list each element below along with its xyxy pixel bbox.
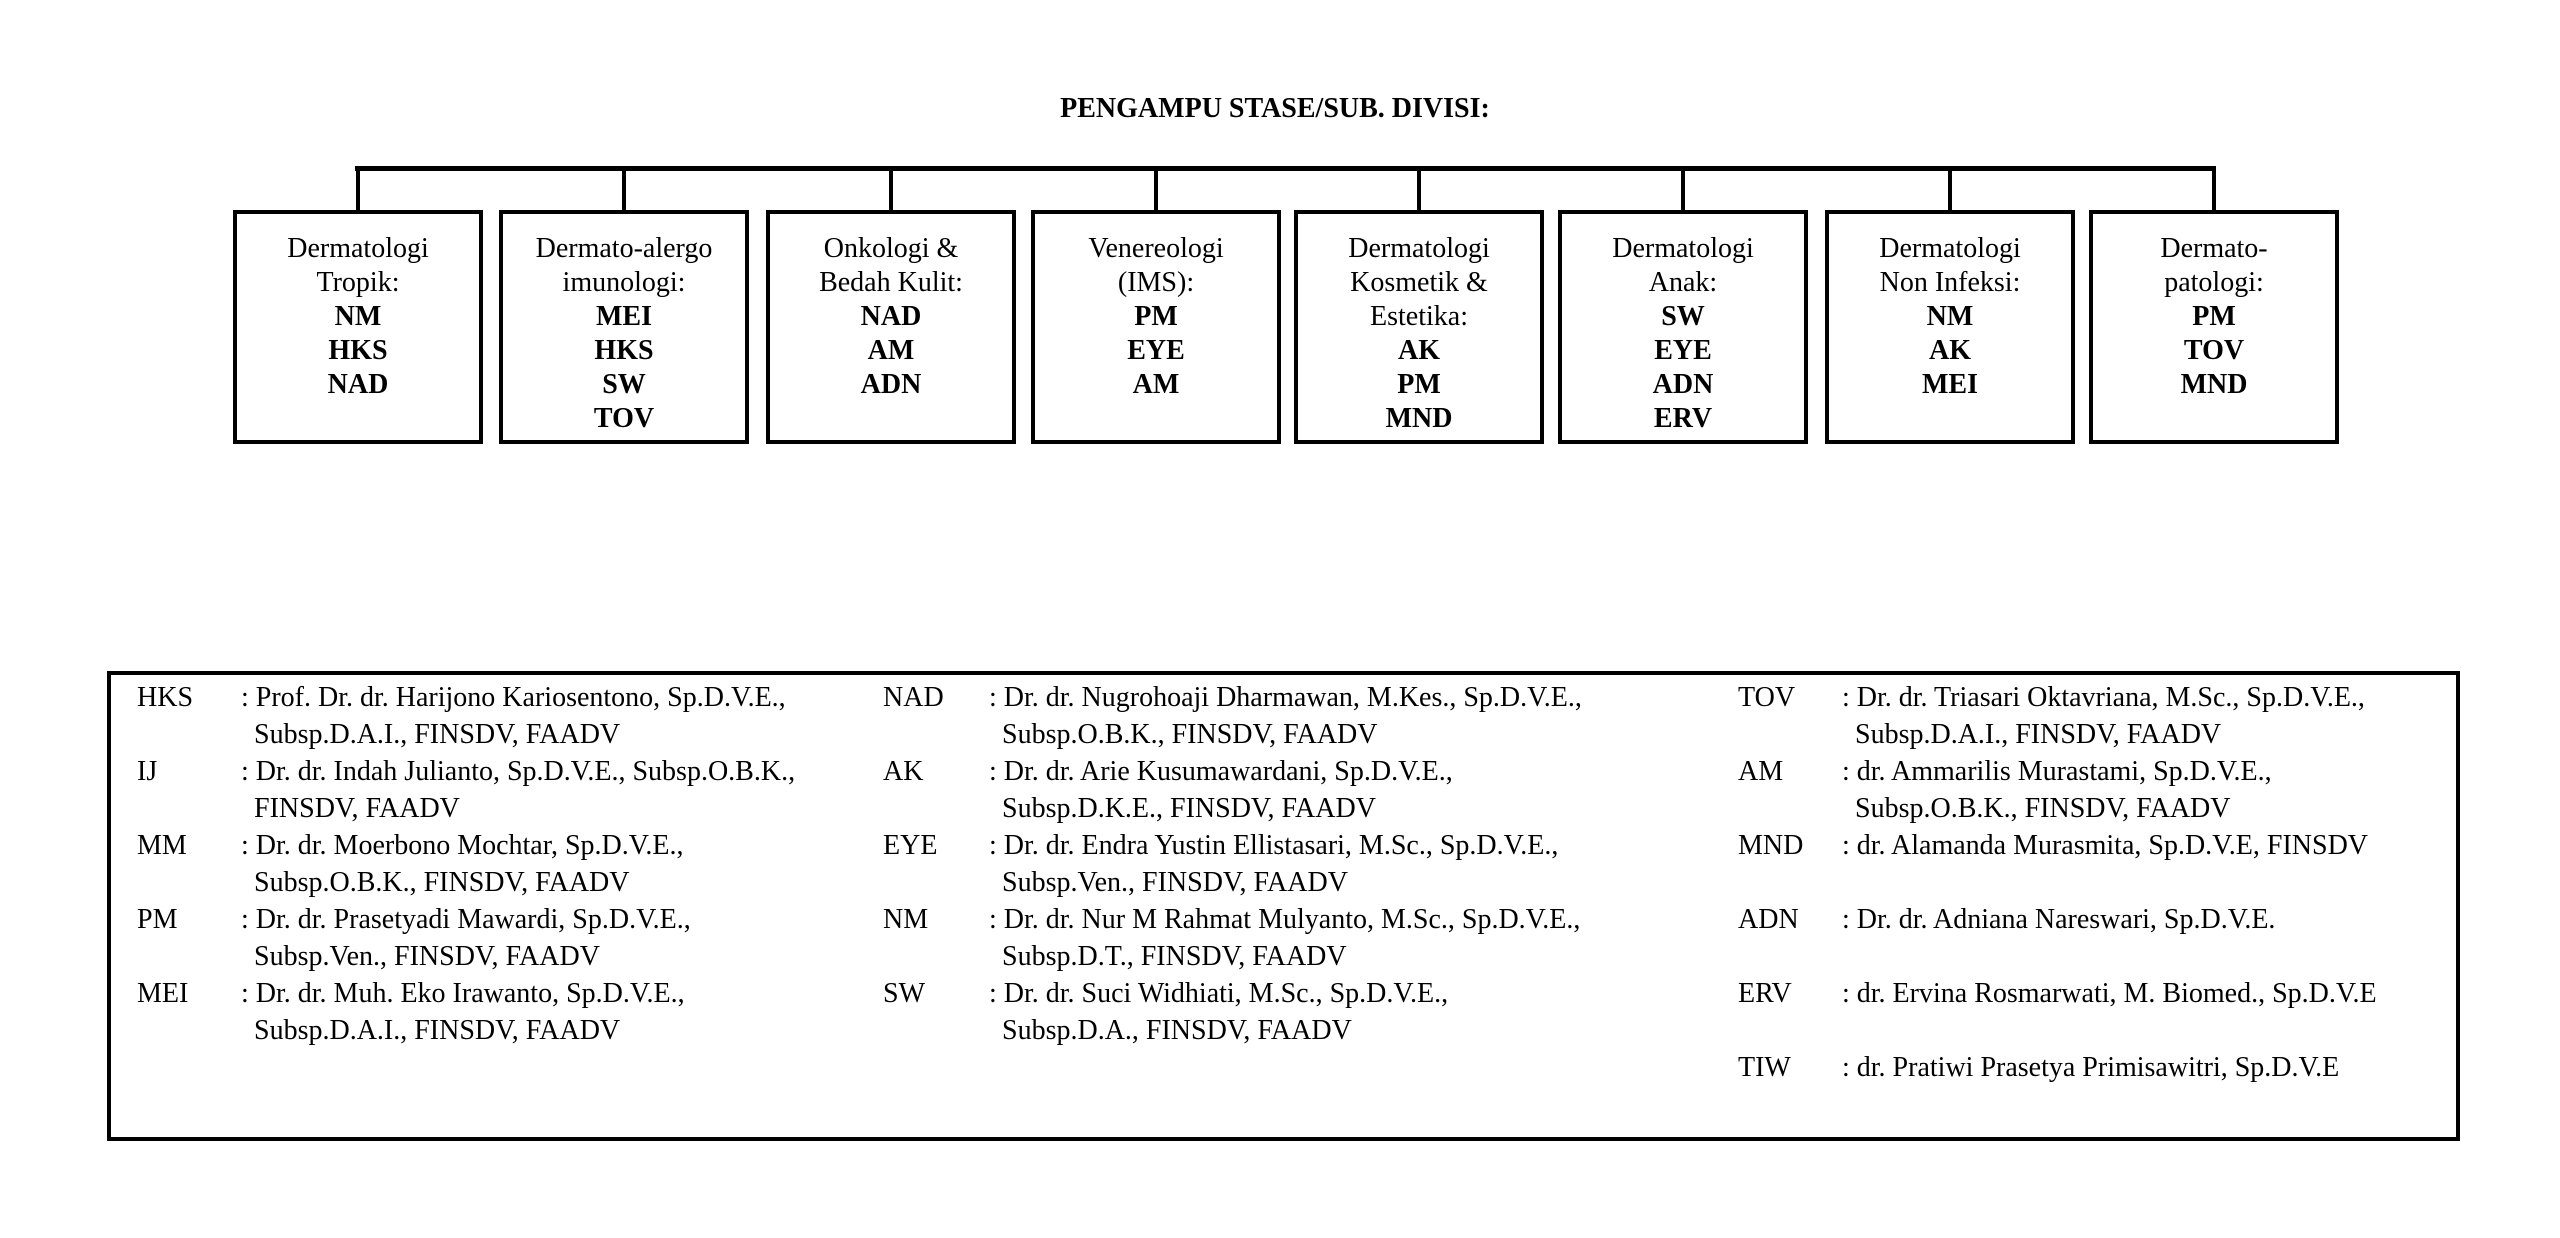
- legend-name-line-2: Subsp.D.A.I., FINSDV, FAADV: [1855, 719, 2222, 750]
- supervisor-code: AM: [867, 335, 915, 366]
- legend-abbreviation: EYE: [883, 830, 938, 861]
- division-name-line: Kosmetik &: [1350, 267, 1488, 298]
- division-box: [1558, 210, 1808, 444]
- division-name-line: Bedah Kulit:: [819, 267, 963, 298]
- supervisor-code: SW: [602, 369, 646, 400]
- division-name-line: imunologi:: [562, 267, 686, 298]
- legend-full-name: [241, 679, 786, 753]
- org-chart-connector-vertical: [2212, 166, 2216, 213]
- org-chart-connector-horizontal: [355, 166, 2212, 171]
- division-box: [1031, 210, 1281, 444]
- legend-name-line-2: Subsp.Ven., FINSDV, FAADV: [254, 941, 600, 972]
- legend-full-name: [989, 827, 1558, 901]
- legend-name-line-2: Subsp.O.B.K., FINSDV, FAADV: [1855, 793, 2231, 824]
- supervisor-code: NM: [334, 301, 382, 332]
- legend-name-line-2: FINSDV, FAADV: [254, 793, 460, 824]
- org-chart-connector-vertical: [889, 166, 893, 213]
- division-name-line: (IMS):: [1117, 267, 1195, 298]
- supervisor-code: ADN: [1652, 369, 1714, 400]
- supervisor-code: ADN: [860, 369, 922, 400]
- division-name-line: patologi:: [2164, 267, 2264, 298]
- legend-abbreviation: TOV: [1738, 682, 1796, 713]
- legend-abbreviation: HKS: [137, 682, 194, 713]
- legend-full-name: [241, 975, 685, 1049]
- legend-name-line-2: Subsp.D.A.I., FINSDV, FAADV: [254, 719, 621, 750]
- legend-full-name: [241, 827, 683, 901]
- division-box: [766, 210, 1016, 444]
- legend-full-name: [989, 901, 1580, 975]
- legend-abbreviation: PM: [137, 904, 178, 935]
- page-title: [0, 92, 2560, 126]
- division-name-line: Dermatologi: [287, 233, 429, 264]
- supervisor-code: NM: [1926, 301, 1974, 332]
- supervisor-code: AK: [1929, 335, 1971, 366]
- legend-full-name: [241, 901, 691, 975]
- supervisor-code: EYE: [1127, 335, 1185, 366]
- legend-abbreviation: ERV: [1738, 978, 1792, 1009]
- legend-full-name: [989, 753, 1453, 827]
- division-name-line: Dermatologi: [1879, 233, 2021, 264]
- supervisor-code: AM: [1132, 369, 1180, 400]
- division-name-line: Dermatologi: [1612, 233, 1754, 264]
- org-chart-connector-vertical: [1681, 166, 1685, 213]
- division-name-line: Venereologi: [1088, 233, 1224, 264]
- division-box: [2089, 210, 2339, 444]
- legend-name-line-2: Subsp.D.A., FINSDV, FAADV: [1002, 1015, 1352, 1046]
- supervisor-code: PM: [1134, 301, 1178, 332]
- legend-full-name: [1842, 753, 2272, 827]
- legend-full-name: [1842, 1049, 2339, 1086]
- legend-name-line-1: : Dr. dr. Adniana Nareswari, Sp.D.V.E.: [1842, 904, 2276, 935]
- supervisor-code: NAD: [327, 369, 389, 400]
- division-name-line: Tropik:: [316, 267, 400, 298]
- legend-name-line-1: : Prof. Dr. dr. Harijono Kariosentono, Sp.D.V.E.,: [241, 682, 786, 713]
- org-chart-connector-vertical: [1417, 166, 1421, 213]
- supervisor-code: NAD: [860, 301, 922, 332]
- legend-name-line-1: : Dr. dr. Suci Widhiati, M.Sc., Sp.D.V.E.,: [989, 978, 1449, 1009]
- legend-abbreviation: AK: [883, 756, 924, 787]
- division-name-line: Onkologi &: [823, 233, 959, 264]
- supervisor-code: TOV: [593, 403, 655, 434]
- division-name-line: Dermato-alergo: [535, 233, 713, 264]
- legend-full-name: [1842, 679, 2365, 753]
- legend-full-name: [1842, 901, 2275, 938]
- supervisor-code: MND: [2180, 369, 2248, 400]
- legend-name-line-1: : Dr. dr. Indah Julianto, Sp.D.V.E., Subsp.O.B.K.,: [241, 756, 796, 787]
- legend-name-line-1: : dr. Pratiwi Prasetya Primisawitri, Sp.D.V.E: [1842, 1052, 2340, 1083]
- legend-full-name: [989, 679, 1582, 753]
- legend-name-line-1: : dr. Alamanda Murasmita, Sp.D.V.E, FINSDV: [1842, 830, 2369, 861]
- legend-name-line-1: : Dr. dr. Muh. Eko Irawanto, Sp.D.V.E.,: [241, 978, 685, 1009]
- legend-name-line-2: Subsp.O.B.K., FINSDV, FAADV: [1002, 719, 1378, 750]
- supervisor-code: HKS: [594, 335, 654, 366]
- legend-name-line-2: Subsp.D.T., FINSDV, FAADV: [1002, 941, 1347, 972]
- legend-abbreviation: MM: [137, 830, 187, 861]
- supervisor-code: SW: [1661, 301, 1705, 332]
- supervisor-code: AK: [1398, 335, 1440, 366]
- legend-name-line-1: : Dr. dr. Prasetyadi Mawardi, Sp.D.V.E.,: [241, 904, 691, 935]
- legend-name-line-1: : dr. Ervina Rosmarwati, M. Biomed., Sp.D.V.E: [1842, 978, 2377, 1009]
- supervisor-code: PM: [2192, 301, 2236, 332]
- legend-name-line-1: : Dr. dr. Endra Yustin Ellistasari, M.Sc., Sp.D.V.E.,: [989, 830, 1559, 861]
- legend-name-line-1: : Dr. dr. Triasari Oktavriana, M.Sc., Sp.D.V.E.,: [1842, 682, 2365, 713]
- legend-abbreviation: TIW: [1738, 1052, 1791, 1083]
- abbreviation-legend: [107, 671, 2460, 1141]
- org-chart-connector-vertical: [1154, 166, 1158, 213]
- legend-full-name: [989, 975, 1448, 1049]
- supervisor-code: MND: [1385, 403, 1453, 434]
- legend-abbreviation: NAD: [883, 682, 944, 713]
- division-box: [499, 210, 749, 444]
- legend-name-line-1: : Dr. dr. Nur M Rahmat Mulyanto, M.Sc., Sp.D.V.E.,: [989, 904, 1581, 935]
- supervisor-code: EYE: [1654, 335, 1712, 366]
- division-box: [1825, 210, 2075, 444]
- supervisor-code: TOV: [2183, 335, 2245, 366]
- legend-full-name: [1842, 827, 2368, 864]
- supervisor-code: HKS: [328, 335, 388, 366]
- legend-name-line-2: Subsp.O.B.K., FINSDV, FAADV: [254, 867, 630, 898]
- division-name-line: Dermato-: [2160, 233, 2268, 264]
- division-name-line: Dermatologi: [1348, 233, 1490, 264]
- division-box: [1294, 210, 1544, 444]
- legend-name-line-1: : dr. Ammarilis Murastami, Sp.D.V.E.,: [1842, 756, 2272, 787]
- org-chart-connector-vertical: [622, 166, 626, 213]
- legend-abbreviation: NM: [883, 904, 929, 935]
- legend-name-line-1: : Dr. dr. Moerbono Mochtar, Sp.D.V.E.,: [241, 830, 684, 861]
- supervisor-code: MEI: [1922, 369, 1978, 400]
- division-name-line: Anak:: [1648, 267, 1718, 298]
- legend-abbreviation: IJ: [137, 756, 158, 787]
- legend-abbreviation: MND: [1738, 830, 1804, 861]
- division-name-line: Estetika:: [1370, 301, 1468, 332]
- legend-name-line-2: Subsp.Ven., FINSDV, FAADV: [1002, 867, 1348, 898]
- legend-abbreviation: ADN: [1738, 904, 1799, 935]
- legend-abbreviation: SW: [883, 978, 925, 1009]
- legend-full-name: [1842, 975, 2377, 1012]
- division-name-line: Non Infeksi:: [1879, 267, 2021, 298]
- division-box: [233, 210, 483, 444]
- supervisor-code: PM: [1397, 369, 1441, 400]
- legend-full-name: [241, 753, 795, 827]
- legend-name-line-1: : Dr. dr. Nugrohoaji Dharmawan, M.Kes., Sp.D.V.E.,: [989, 682, 1582, 713]
- org-chart-connector-vertical: [1948, 166, 1952, 213]
- legend-name-line-1: : Dr. dr. Arie Kusumawardani, Sp.D.V.E.,: [989, 756, 1453, 787]
- supervisor-code: MEI: [596, 301, 652, 332]
- org-chart-connector-vertical: [356, 166, 360, 213]
- legend-name-line-2: Subsp.D.A.I., FINSDV, FAADV: [254, 1015, 621, 1046]
- legend-abbreviation: MEI: [137, 978, 189, 1009]
- supervisor-code: ERV: [1653, 403, 1713, 434]
- page-title-text: PENGAMPU STASE/SUB. DIVISI:: [1060, 93, 1490, 124]
- legend-abbreviation: AM: [1738, 756, 1784, 787]
- legend-name-line-2: Subsp.D.K.E., FINSDV, FAADV: [1002, 793, 1376, 824]
